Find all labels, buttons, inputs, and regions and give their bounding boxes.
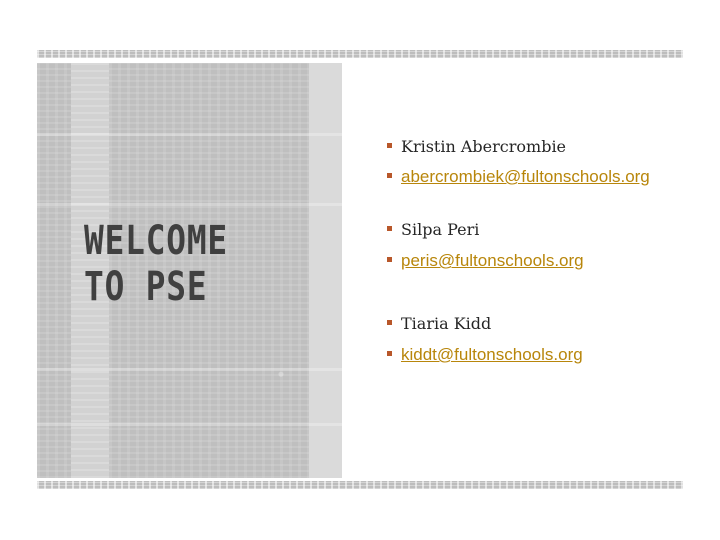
square-bullet-icon bbox=[387, 226, 392, 231]
contact-list bbox=[386, 137, 676, 364]
contact-email-item bbox=[386, 345, 676, 364]
square-bullet-icon bbox=[387, 351, 392, 356]
contact-name-item bbox=[386, 220, 676, 239]
panel-texture-line bbox=[37, 423, 342, 426]
panel-texture-line bbox=[37, 368, 342, 371]
square-bullet-icon bbox=[387, 173, 392, 178]
title-line-1: WELCOME bbox=[84, 218, 228, 264]
panel-band-right bbox=[309, 63, 342, 478]
contact-name: Silpa Peri bbox=[401, 220, 480, 239]
contact-email-item bbox=[386, 251, 676, 270]
contact-name: Tiaria Kidd bbox=[401, 314, 492, 333]
square-bullet-icon bbox=[387, 257, 392, 262]
contact-name-item bbox=[386, 137, 676, 156]
square-bullet-icon bbox=[387, 143, 392, 148]
title-line-2: TO PSE bbox=[84, 264, 208, 310]
square-bullet-icon bbox=[387, 320, 392, 325]
contact-name: Kristin Abercrombie bbox=[401, 137, 567, 156]
contact-email-link[interactable]: abercrombiek@fultonschools.org bbox=[401, 167, 650, 186]
bottom-texture-strip bbox=[37, 481, 683, 489]
contact-email-item bbox=[386, 167, 676, 186]
panel-texture-line bbox=[37, 203, 342, 206]
contact-name-item bbox=[386, 314, 676, 333]
contact-email-link[interactable]: kiddt@fultonschools.org bbox=[401, 345, 583, 364]
slide-title bbox=[84, 218, 273, 310]
panel-texture-line bbox=[37, 133, 342, 136]
top-texture-strip bbox=[37, 50, 683, 58]
contact-email-link[interactable]: peris@fultonschools.org bbox=[401, 251, 584, 270]
